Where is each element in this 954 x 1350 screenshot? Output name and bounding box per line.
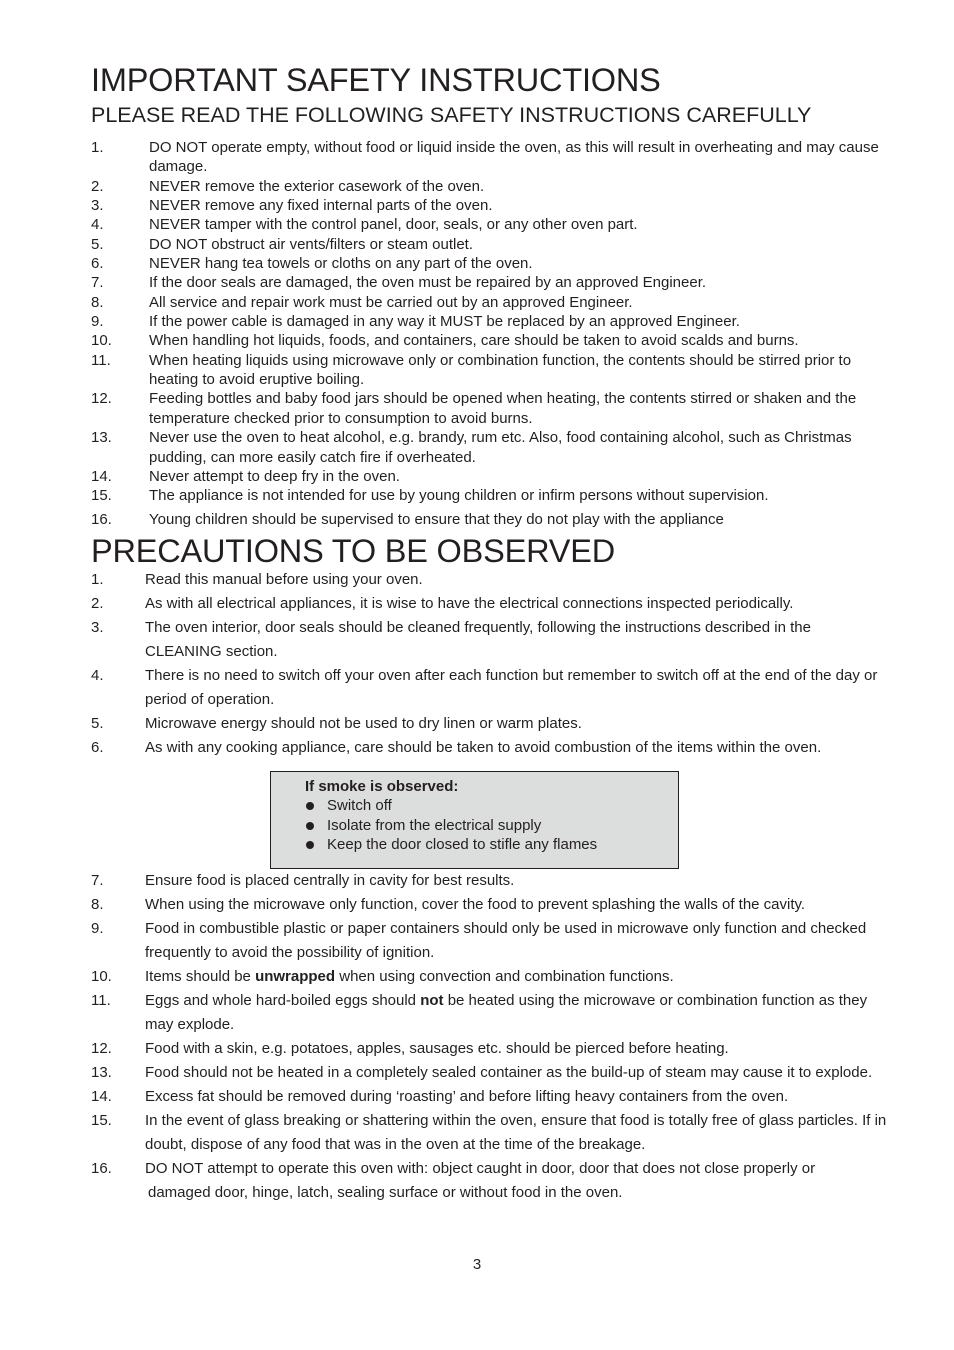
list-item: [91, 177, 891, 196]
safety-instructions-subheading: PLEASE READ THE FOLLOWING SAFETY INSTRUCTIONS CAREFULLY: [91, 103, 812, 127]
list-item: [91, 1061, 891, 1085]
list-item: [91, 1037, 891, 1061]
item-number: 6.: [91, 255, 104, 273]
item-text: Never use the oven to heat alcohol, e.g. brandy, rum etc. Also, food containing alcohol, such as Christmas pudding, can more easily catch fire if overheated.: [149, 429, 852, 466]
item-number: 13.: [91, 429, 112, 447]
item-number: 11.: [91, 351, 111, 369]
item-text: If the power cable is damaged in any way it MUST be replaced by an approved Engineer.: [149, 313, 740, 331]
item-text: All service and repair work must be carried out by an approved Engineer.: [149, 293, 633, 311]
item-number: 8.: [91, 293, 104, 311]
list-item: [91, 917, 891, 965]
list-item: [91, 592, 891, 616]
item-text: DO NOT operate empty, without food or liquid inside the oven, as this will result in overheating and may cause damage.: [149, 139, 879, 176]
item-number: 5.: [91, 235, 104, 253]
item-number: 10.: [91, 332, 112, 350]
item-number: 1.: [91, 571, 104, 588]
list-item: [91, 254, 891, 273]
item-text-start: Eggs and whole hard-boiled eggs should: [145, 992, 421, 1009]
list-item: [91, 712, 891, 736]
list-item: [91, 1085, 891, 1109]
item-number: 16.: [91, 1160, 112, 1177]
item-text: As with any cooking appliance, care should be taken to avoid combustion of the items within the oven.: [145, 739, 822, 756]
bullet-icon: [306, 841, 314, 849]
item-number: 15.: [91, 487, 112, 505]
item-number: 4.: [91, 667, 104, 684]
item-text: When heating liquids using microwave only or combination function, the contents should be stirred prior to heating to avoid eruptive boiling.: [149, 351, 852, 389]
item-text-emphasis: not: [420, 992, 444, 1009]
item-text: When handling hot liquids, foods, and containers, care should be taken to avoid scalds and burns.: [149, 332, 799, 350]
list-item: [91, 428, 891, 467]
item-text: Young children should be supervised to ensure that they do not play with the appliance: [149, 510, 724, 528]
item-number: 16.: [91, 510, 112, 528]
list-item: [91, 331, 891, 350]
item-number: 9.: [91, 313, 104, 331]
list-item: [91, 664, 891, 712]
item-text: Isolate from the electrical supply: [327, 816, 542, 834]
item-number: 7.: [91, 872, 104, 889]
item-number: 14.: [91, 467, 112, 485]
list-item: [91, 389, 891, 428]
item-text-start: Items should be: [145, 968, 256, 985]
list-item: [91, 965, 891, 989]
smoke-warning-title: If smoke is observed:: [305, 778, 459, 795]
list-item: [91, 736, 891, 760]
item-number: 4.: [91, 216, 104, 234]
item-text: NEVER remove the exterior casework of the oven.: [149, 177, 485, 195]
item-text: There is no need to switch off your oven after each function but remember to switch off at the end of the day or period of operation.: [145, 667, 878, 708]
item-text: Read this manual before using your oven.: [145, 571, 423, 588]
item-text: NEVER hang tea towels or cloths on any part of the oven.: [149, 255, 533, 273]
item-number: 15.: [91, 1112, 112, 1129]
item-number: 7.: [91, 274, 104, 292]
item-number: 12.: [91, 390, 112, 408]
item-text: If the door seals are damaged, the oven must be repaired by an approved Engineer.: [149, 274, 707, 292]
list-item: [91, 138, 891, 177]
list-item: [91, 893, 891, 917]
list-item: [91, 510, 891, 529]
item-text: When using the microwave only function, cover the food to prevent splashing the walls of the cavity.: [145, 896, 806, 913]
item-text: Keep the door closed to stifle any flames: [327, 836, 598, 853]
list-item: [91, 196, 891, 215]
smoke-warning-box: [270, 771, 679, 869]
list-item: [91, 293, 891, 312]
list-item: [91, 273, 891, 292]
item-text: Switch off: [327, 797, 392, 814]
item-text: Excess fat should be removed during ‘roasting’ and before lifting heavy containers from the oven.: [145, 1088, 789, 1105]
list-item: [91, 351, 891, 390]
item-number: 2.: [91, 177, 104, 195]
item-text: The appliance is not intended for use by young children or infirm persons without supervision.: [149, 487, 769, 505]
list-item: [91, 235, 891, 254]
item-number: 8.: [91, 896, 104, 913]
item-text-emphasis: unwrapped: [255, 968, 336, 985]
item-text: Never attempt to deep fry in the oven.: [149, 467, 400, 485]
list-item: [91, 312, 891, 331]
item-number: 9.: [91, 920, 104, 937]
item-number: 5.: [91, 715, 104, 732]
item-text: NEVER remove any fixed internal parts of the oven.: [149, 197, 493, 215]
list-item: [305, 835, 597, 855]
list-item: [91, 616, 891, 664]
safety-instructions-list: [91, 138, 891, 529]
item-text: NEVER tamper with the control panel, door, seals, or any other oven part.: [149, 216, 638, 234]
list-item: [305, 816, 597, 836]
list-item: [91, 467, 891, 486]
item-text-end: be heated using the microwave or combination function as they may explode.: [145, 992, 868, 1033]
item-text-line2: damaged door, hinge, latch, sealing surface or without food in the oven.: [148, 1184, 623, 1201]
precautions-heading: PRECAUTIONS TO BE OBSERVED: [91, 533, 615, 569]
safety-instructions-heading: IMPORTANT SAFETY INSTRUCTIONS: [91, 62, 661, 98]
list-item: [91, 568, 891, 592]
item-text: Microwave energy should not be used to dry linen or warm plates.: [145, 715, 582, 732]
list-item: [91, 869, 891, 893]
item-text: Food with a skin, e.g. potatoes, apples, sausages etc. should be pierced before heating.: [145, 1040, 729, 1057]
item-number: 13.: [91, 1064, 112, 1081]
item-text: Feeding bottles and baby food jars should be opened when heating, the contents stirred or shaken and the temperature checked prior to consumption to avoid burns.: [149, 390, 857, 427]
item-number: 3.: [91, 619, 104, 636]
item-text: Food in combustible plastic or paper containers should only be used in microwave only function and checked frequently to avoid the possibility of ignition.: [145, 920, 867, 961]
list-item: [91, 486, 891, 505]
item-text: Food should not be heated in a completely sealed container as the build-up of steam may cause it to explode.: [145, 1064, 873, 1081]
item-text-line1: DO NOT attempt to operate this oven with: object caught in door, door that does not close properly or: [145, 1160, 816, 1177]
item-text: DO NOT obstruct air vents/filters or steam outlet.: [149, 235, 473, 253]
list-item: [91, 1109, 891, 1157]
item-number: 12.: [91, 1040, 112, 1057]
item-number: 3.: [91, 197, 104, 215]
item-number: 14.: [91, 1088, 112, 1105]
list-item: [91, 215, 891, 234]
item-text: Ensure food is placed centrally in cavity for best results.: [145, 872, 515, 889]
list-item: [305, 796, 597, 816]
item-number: 1.: [91, 139, 104, 156]
bullet-icon: [306, 822, 314, 830]
item-number: 10.: [91, 968, 112, 985]
precautions-list-part2: [91, 869, 891, 1205]
item-number: 6.: [91, 739, 104, 756]
item-text-end: when using convection and combination functions.: [335, 968, 674, 985]
item-number: 11.: [91, 992, 111, 1009]
item-text: The oven interior, door seals should be cleaned frequently, following the instructions described in the CLEANING section.: [145, 619, 811, 660]
item-number: 2.: [91, 595, 104, 612]
list-item: [91, 989, 891, 1037]
page-number: 3: [472, 1256, 482, 1273]
list-item: [91, 1157, 891, 1205]
item-text: In the event of glass breaking or shattering within the oven, ensure that food is totally free of glass particles. If in doubt, dispose of any food that was in the oven at the time of the breakage.: [145, 1112, 887, 1153]
precautions-list-part1: [91, 568, 891, 760]
bullet-icon: [306, 802, 314, 810]
item-text: As with all electrical appliances, it is wise to have the electrical connections inspected periodically.: [145, 595, 794, 612]
smoke-warning-list: [305, 796, 597, 855]
